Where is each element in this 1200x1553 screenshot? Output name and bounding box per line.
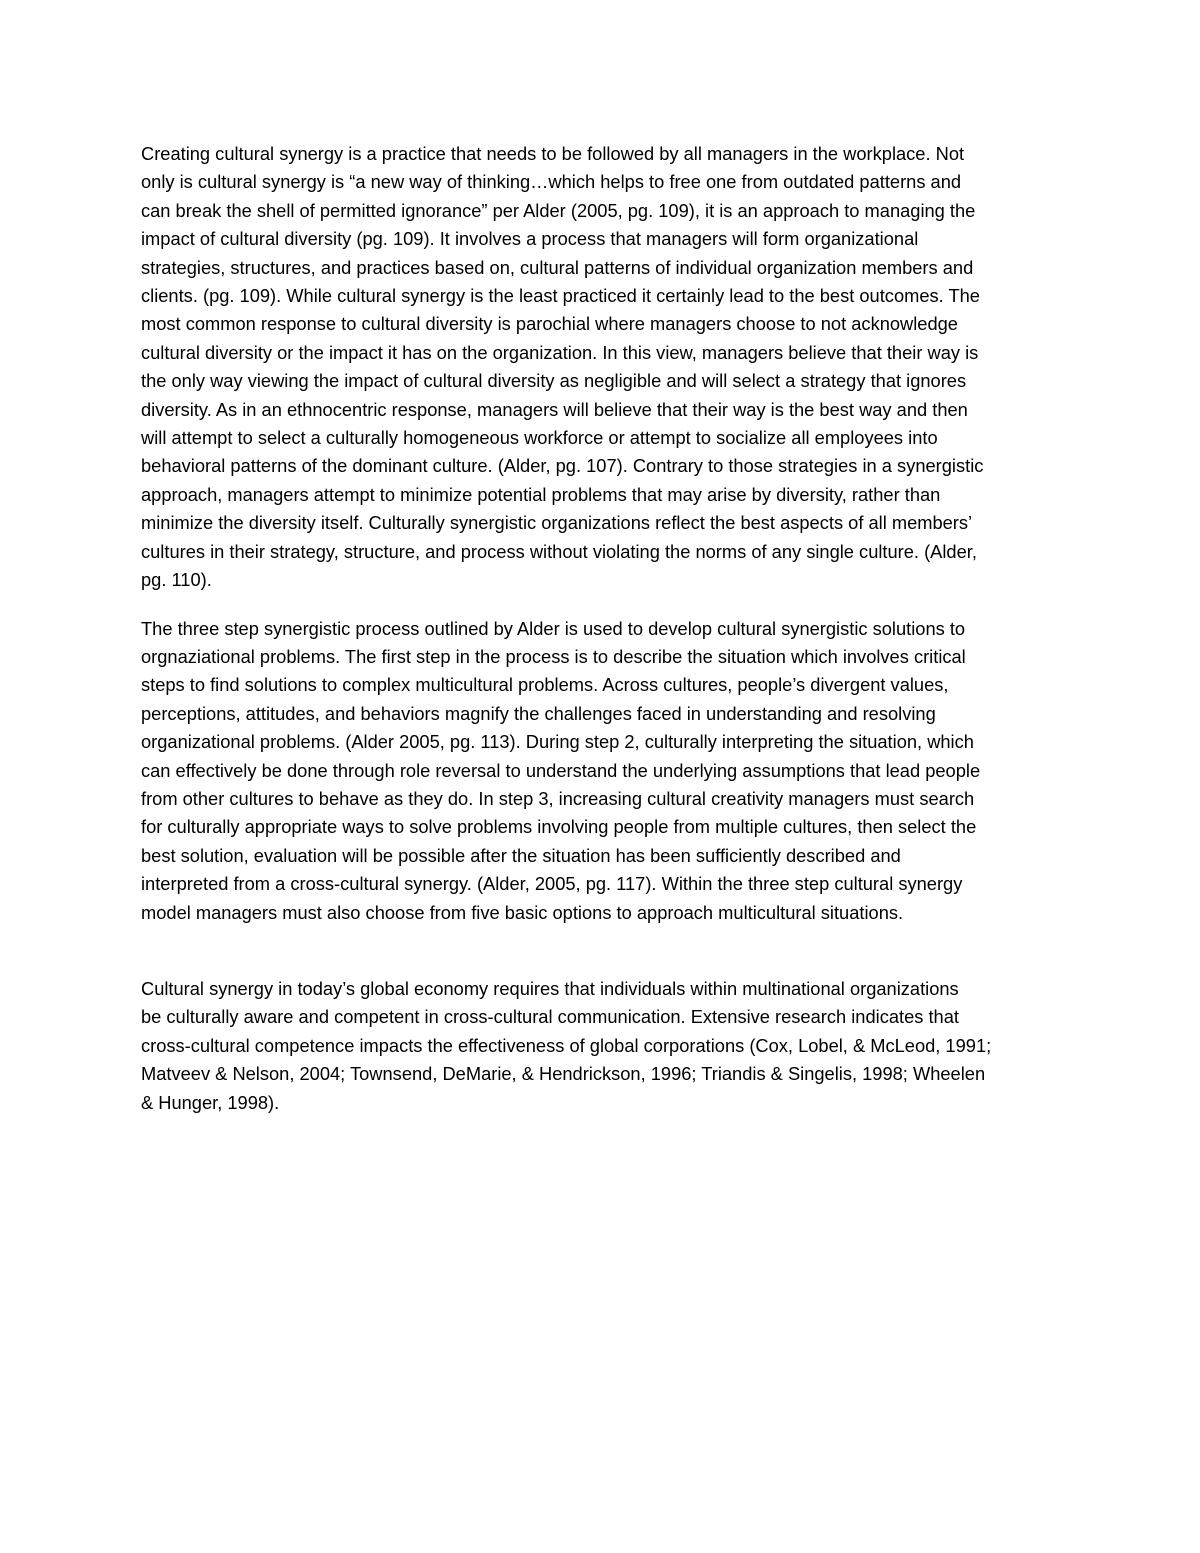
- paragraph-cultural-synergy-intro: Creating cultural synergy is a practice that needs to be followed by all managers in the workplace. Not only is cultural synergy is “a new way of thinking…which helps to free one from outdated patterns and can break the shell of permitted ignorance” per Alder (2005, pg. 109), it is an approach to managing the impact of cultural diversity (pg. 109). It involves a process that managers will form organizational strategies, structures, and practices based on, cultural patterns of individual organization members and clients. (pg. 109). While cultural synergy is the least practiced it certainly lead to the best outcomes. The most common response to cultural diversity is parochial where managers choose to not acknowledge cultural diversity or the impact it has on the organization. In this view, managers believe that their way is the only way viewing the impact of cultural diversity as negligible and will select a strategy that ignores diversity. As in an ethnocentric response, managers will believe that their way is the best way and then will attempt to select a culturally homogeneous workforce or attempt to socialize all employees into behavioral patterns of the dominant culture. (Alder, pg. 107). Contrary to those strategies in a synergistic approach, managers attempt to minimize potential problems that may arise by diversity, rather than minimize the diversity itself. Culturally synergistic organizations reflect the best aspects of all members’ cultures in their strategy, structure, and process without violating the norms of any single culture. (Alder, pg. 110).: [141, 143, 984, 591]
- paragraph-global-economy: Cultural synergy in today’s global economy requires that individuals within multinational organizations be culturally aware and competent in cross-cultural communication. Extensive research indicates that cross-cultural competence impacts the effectiveness of global corporations (Cox, Lobel, & McLeod, 1991; Matveev & Nelson, 2004; Townsend, DeMarie, & Hendrickson, 1996; Triandis & Singelis, 1998; Wheelen & Hunger, 1998).: [141, 977, 992, 1113]
- document-body: [141, 140, 1066, 1117]
- paragraph-synergistic-process: The three step synergistic process outlined by Alder is used to develop cultural synergistic solutions to orgnaziational problems. The first step in the process is to describe the situation which involves critical steps to find solutions to complex multicultural problems. Across cultures, people’s divergent values, perceptions, attitudes, and behaviors magnify the challenges faced in understanding and resolving organizational problems. (Alder 2005, pg. 113). During step 2, culturally interpreting the situation, which can effectively be done through role reversal to understand the underlying assumptions that lead people from other cultures to behave as they do. In step 3, increasing cultural creativity managers must search for culturally appropriate ways to solve problems involving people from multiple cultures, then select the best solution, evaluation will be possible after the situation has been sufficiently described and interpreted from a cross-cultural synergy. (Alder, 2005, pg. 117). Within the three step cultural synergy model managers must also choose from five basic options to approach multicultural situations.: [141, 617, 981, 923]
